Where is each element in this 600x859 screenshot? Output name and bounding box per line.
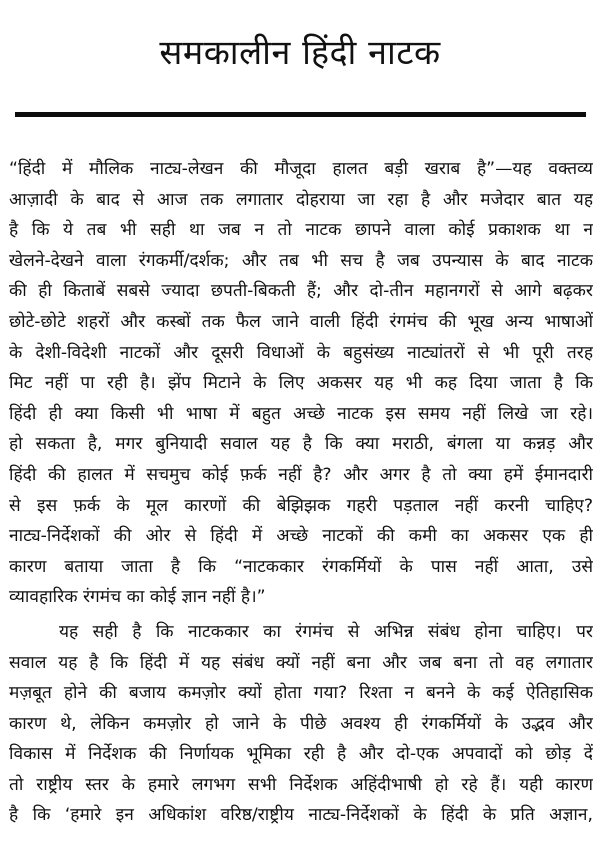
paragraph-2 (9, 617, 593, 831)
body-text (9, 154, 593, 831)
text-line: व्यावहारिक रंगमंच का कोई ज्ञान नहीं है।” (9, 587, 266, 608)
text-line: हिंदी की हालत में सचमुच कोई फ़र्क नहीं है? और अगर है तो क्या हमें ईमानदारी (9, 464, 593, 485)
text-line: “हिंदी में मौलिक नाट्य-लेखन की मौजूदा हालत बड़ी खराब है”—यह वक्तव्य (9, 159, 593, 179)
text-line: हिंदी ही क्या किसी भी भाषा में बहुत अच्छे नाटक इस समय नहीं लिखे जा रहे। (9, 403, 593, 424)
text-line: नाट्य-निर्देशकों की ओर से हिंदी में अच्छे नाटकों की कमी का अकसर एक ही (9, 526, 593, 547)
paragraph-1 (9, 154, 593, 613)
text-line: यह सही है कि नाटककार का रंगमंच से अभिन्न संबंध होना चाहिए। पर (59, 621, 593, 642)
text-line: छोटे-छोटे शहरों और कस्बों तक फैल जाने वाली हिंदी रंगमंच की भूख अन्य भाषाओं (9, 311, 593, 332)
text-line: मिट नहीं पा रही है। झेंप मिटाने के लिए अकसर यह भी कह दिया जाता है कि (9, 373, 593, 394)
text-line: मज़बूत होने की बजाय कमज़ोर क्यों होता गया? रिश्ता न बनने के कई ऐतिहासिक (9, 683, 593, 704)
text-line: खेलने-देखने वाला रंगकर्मी/दर्शक; और तब भी सच है जब उपन्यास के बाद नाटक (9, 250, 593, 271)
title-divider (15, 112, 586, 117)
text-line: सवाल यह है कि हिंदी में यह संबंध क्यों नहीं बना और जब बना तो वह लगातार (9, 652, 593, 673)
text-line: आज़ादी के बाद से आज तक लगातार दोहराया जा रहा है और मजेदार बात यह (9, 189, 593, 210)
text-line: है कि ‘हमारे इन अधिकांश वरिष्ठ/राष्ट्रीय नाट्य-निर्देशकों के हिंदी के प्रति अज्ञान, (9, 805, 593, 826)
text-line: हो सकता है, मगर बुनियादी सवाल यह है कि क्या मराठी, बंगला या कन्नड़ और (9, 434, 593, 455)
text-line: के देशी-विदेशी नाटकों और दूसरी विधाओं के बहुसंख्य नाट्यांतरों से भी पूरी तरह (9, 342, 593, 363)
text-line: है कि ये तब भी सही था जब न तो नाटक छापने वाला कोई प्रकाशक था न (9, 220, 593, 241)
page-title: समकालीन हिंदी नाटक (159, 33, 441, 73)
text-line: विकास में निर्देशक की निर्णायक भूमिका रही है और दो-एक अपवादों को छोड़ दें (9, 744, 593, 765)
text-line: की ही किताबें सबसे ज्यादा छपती-बिकती हैं; और दो-तीन महानगरों से आगे बढ़कर (9, 281, 593, 302)
text-line: तो राष्ट्रीय स्तर के हमारे लगभग सभी निर्देशक अहिंदीभाषी हो रहे हैं। यही कारण (9, 774, 593, 795)
text-line: से इस फ़र्क के मूल कारणों की बेझिझक गहरी पड़ताल नहीं करनी चाहिए? (9, 495, 593, 516)
text-line: कारण थे, लेकिन कमज़ोर हो जाने के पीछे अवश्य ही रंगकर्मियों के उद्भव और (9, 713, 593, 734)
text-line: कारण बताया जाता है कि “नाटककार रंगकर्मियों के पास नहीं आता, उसे (9, 556, 593, 577)
